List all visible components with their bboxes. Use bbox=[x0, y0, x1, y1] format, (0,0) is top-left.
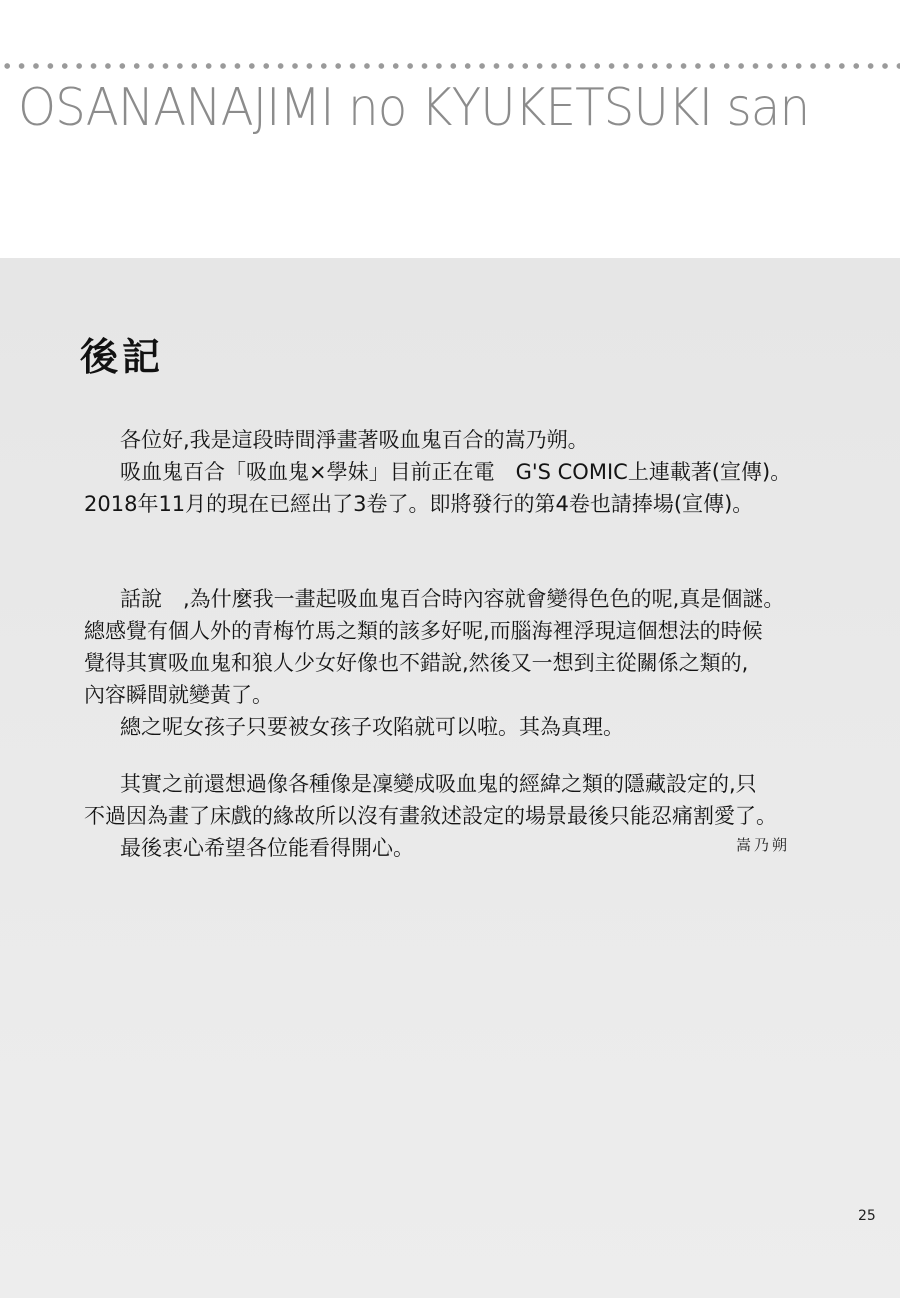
series-title: OSANANAJIMI no KYUKETSUKI san bbox=[18, 78, 810, 138]
page-number: 25 bbox=[858, 1208, 876, 1224]
paragraph3-line1: 其實之前還想過像各種像是凜變成吸血鬼的經緯之類的隱藏設定的,只 bbox=[120, 772, 757, 796]
paragraph1-line3: 2018年11月的現在已經出了3卷了。即將發行的第4卷也請捧場(宣傳)。 bbox=[84, 492, 754, 516]
paragraph1-line1: 各位好,我是這段時間淨畫著吸血鬼百合的嵩乃朔。 bbox=[120, 428, 589, 452]
afterword-body bbox=[84, 424, 844, 864]
paragraph2-line1: 話說 ,為什麼我一畫起吸血鬼百合時內容就會變得色色的呢,真是個謎。 bbox=[120, 587, 785, 611]
paragraph2-line5: 總之呢女孩子只要被女孩子攻陷就可以啦。其為真理。 bbox=[120, 715, 624, 739]
paragraph2-line3: 覺得其實吸血鬼和狼人少女好像也不錯說,然後又一想到主從關係之類的, bbox=[84, 651, 749, 675]
paragraph3-line3: 最後衷心希望各位能看得開心。 bbox=[120, 836, 414, 860]
dotted-rule bbox=[0, 61, 900, 71]
paragraph1-line2: 吸血鬼百合「吸血鬼×學妹」目前正在電 G'S COMIC上連載著(宣傳)。 bbox=[120, 460, 792, 484]
paragraph3-line2: 不過因為畫了床戲的緣故所以沒有畫敘述設定的場景最後只能忍痛割愛了。 bbox=[84, 804, 777, 828]
afterword-heading: 後記 bbox=[80, 335, 165, 379]
author-signature: 嵩乃朔 bbox=[736, 836, 791, 854]
paragraph2-line2: 總感覺有個人外的青梅竹馬之類的該多好呢,而腦海裡浮現這個想法的時候 bbox=[84, 619, 763, 643]
paragraph2-line4: 內容瞬間就變黃了。 bbox=[84, 683, 273, 707]
